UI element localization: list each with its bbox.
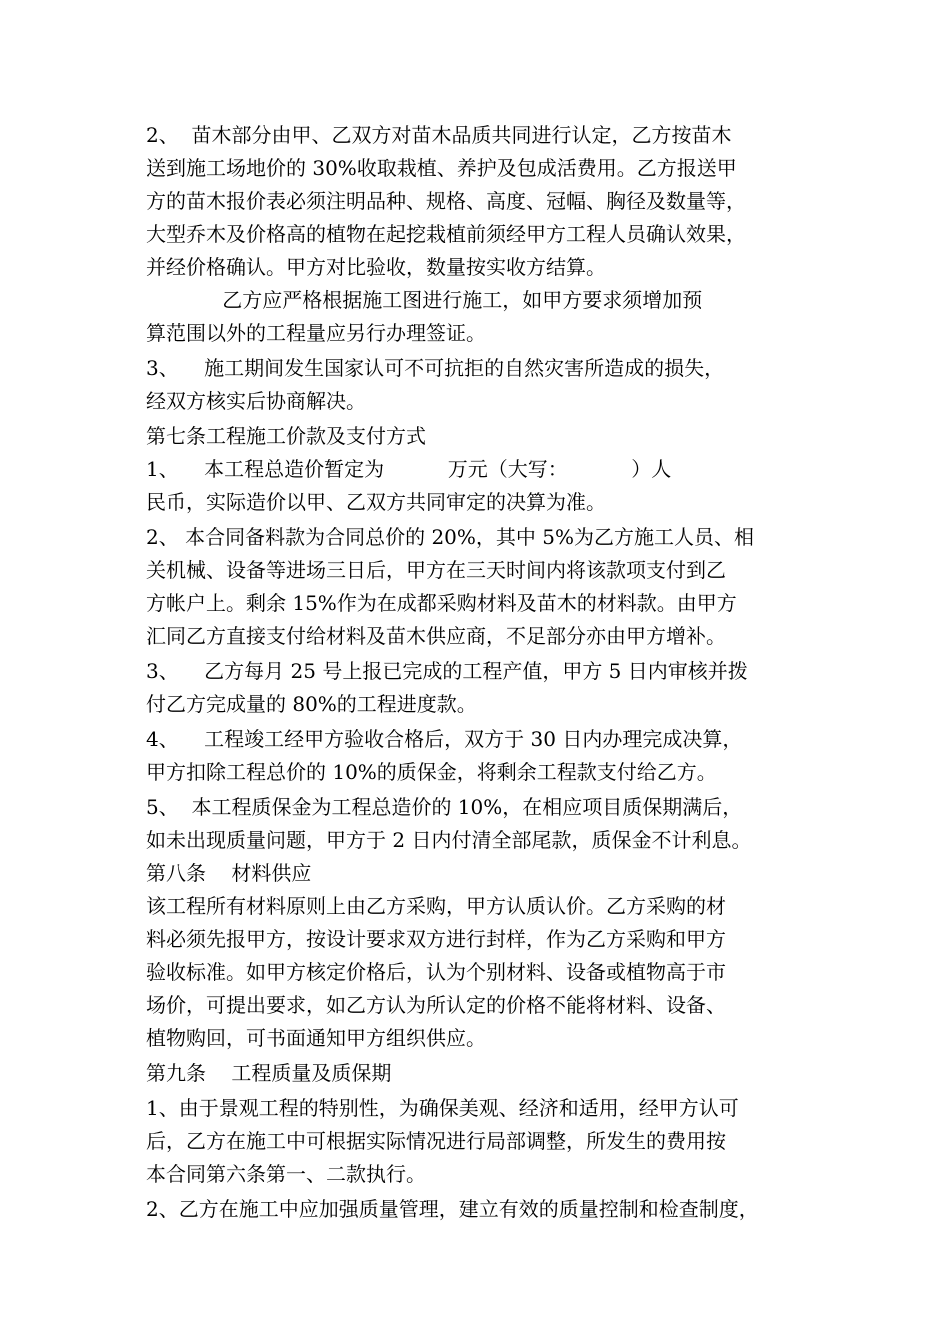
section-heading: 第九条 工程质量及质保期 xyxy=(146,1061,392,1085)
section-heading: 第八条 材料供应 xyxy=(146,861,312,885)
text-line: 2、 苗木部分由甲、乙双方对苗木品质共同进行认定，乙方按苗木 xyxy=(146,123,732,147)
text-line: 料必须先报甲方，按设计要求双方进行封样，作为乙方采购和甲方 xyxy=(146,927,726,951)
text-line: 民币，实际造价以甲、乙双方共同审定的决算为准。 xyxy=(146,490,606,514)
text-line: 关机械、设备等进场三日后，甲方在三天时间内将该款项支付到乙 xyxy=(146,558,726,582)
text-line: 乙方应严格根据施工图进行施工，如甲方要求须增加预 xyxy=(146,288,703,312)
text-line: 该工程所有材料原则上由乙方采购，甲方认质认价。乙方采购的材 xyxy=(146,894,726,918)
text-line: 2、 本合同备料款为合同总价的 20%，其中 5%为乙方施工人员、相 xyxy=(146,525,754,549)
section-heading: 第七条工程施工价款及支付方式 xyxy=(146,424,426,448)
text-line: 经双方核实后协商解决。 xyxy=(146,389,366,413)
text-line: 1、由于景观工程的特别性，为确保美观、经济和适用，经甲方认可 xyxy=(146,1096,739,1120)
text-line: 5、 本工程质保金为工程总造价的 10%，在相应项目质保期满后， xyxy=(146,795,743,819)
text-line: 1、 本工程总造价暂定为 万元（大写： ）人 xyxy=(146,457,672,481)
text-line: 大型乔木及价格高的植物在起挖栽植前须经甲方工程人员确认效果， xyxy=(146,222,746,246)
text-line: 2、乙方在施工中应加强质量管理，建立有效的质量控制和检查制度， xyxy=(146,1197,759,1221)
text-line: 汇同乙方直接支付给材料及苗木供应商，不足部分亦由甲方增补。 xyxy=(146,624,726,648)
text-line: 付乙方完成量的 80%的工程进度款。 xyxy=(146,692,477,716)
text-line: 方帐户上。剩余 15%作为在成都采购材料及苗木的材料款。由甲方 xyxy=(146,591,737,615)
text-line: 算范围以外的工程量应另行办理签证。 xyxy=(146,321,486,345)
text-line: 3、 施工期间发生国家认可不可抗拒的自然灾害所造成的损失， xyxy=(146,356,725,380)
text-line: 方的苗木报价表必须注明品种、规格、高度、冠幅、胸径及数量等， xyxy=(146,189,746,213)
text-line: 本合同第六条第一、二款执行。 xyxy=(146,1162,426,1186)
text-line: 3、 乙方每月 25 号上报已完成的工程产值，甲方 5 日内审核并拨 xyxy=(146,659,748,683)
text-line: 甲方扣除工程总价的 10%的质保金，将剩余工程款支付给乙方。 xyxy=(146,760,717,784)
text-line: 并经价格确认。甲方对比验收，数量按实收方结算。 xyxy=(146,255,606,279)
text-line: 场价，可提出要求，如乙方认为所认定的价格不能将材料、设备、 xyxy=(146,993,726,1017)
text-line: 验收标准。如甲方核定价格后，认为个别材料、设备或植物高于市 xyxy=(146,960,726,984)
text-line: 如未出现质量问题，甲方于 2 日内付清全部尾款，质保金不计利息。 xyxy=(146,828,752,852)
text-line: 植物购回，可书面通知甲方组织供应。 xyxy=(146,1026,486,1050)
text-line: 后，乙方在施工中可根据实际情况进行局部调整，所发生的费用按 xyxy=(146,1129,726,1153)
text-line: 4、 工程竣工经甲方验收合格后，双方于 30 日内办理完成决算， xyxy=(146,727,743,751)
text-line: 送到施工场地价的 30%收取栽植、养护及包成活费用。乙方报送甲 xyxy=(146,156,737,180)
